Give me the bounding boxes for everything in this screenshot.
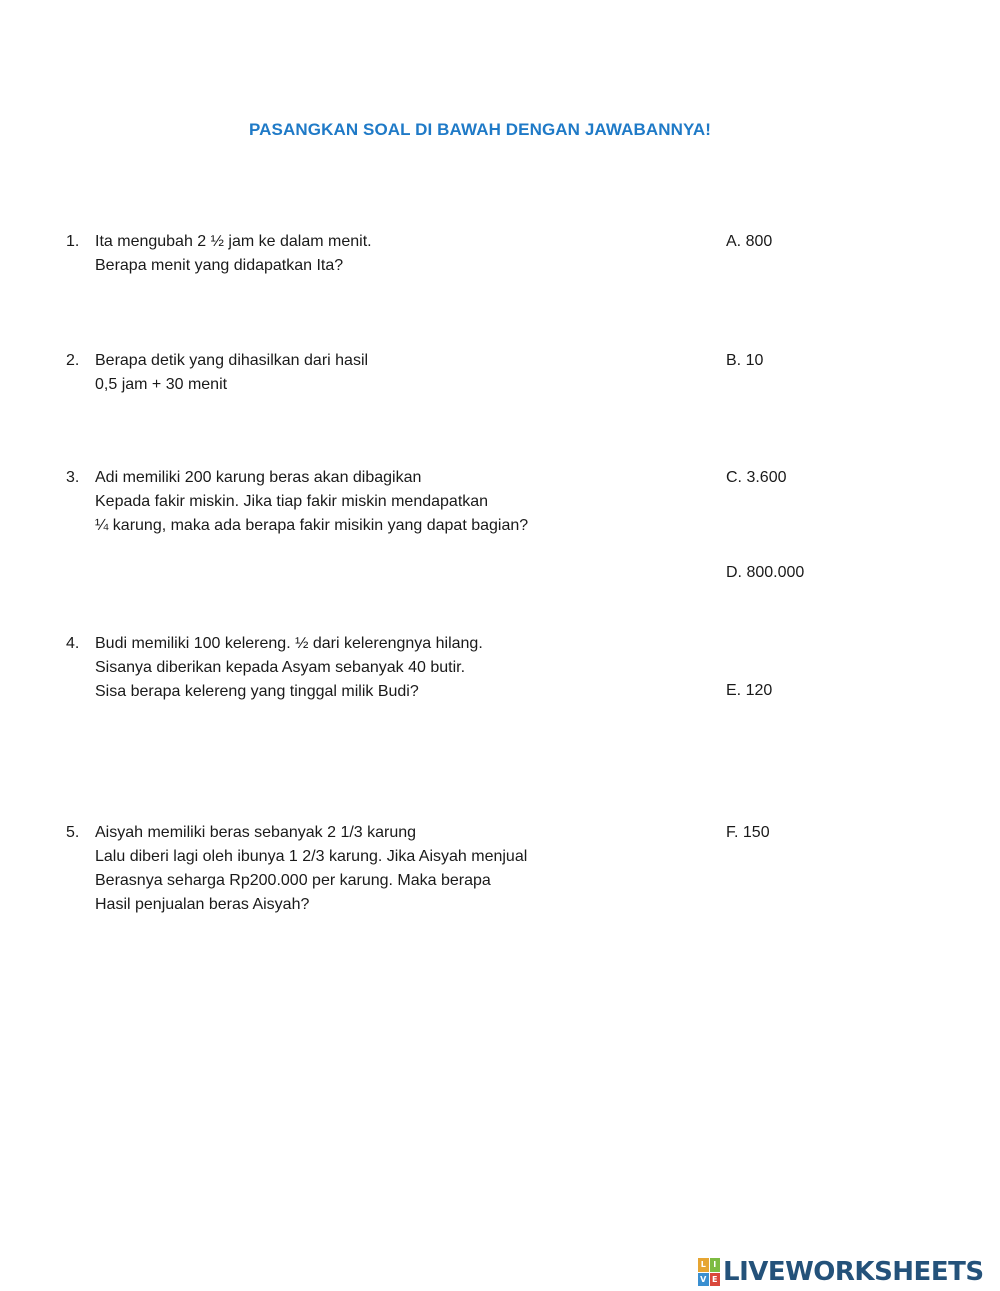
question-line: ¼ karung, maka ada berapa fakir misikin yang dapat bagian? [95, 517, 529, 534]
liveworksheets-logo [698, 1256, 984, 1288]
answer-option-b: B. 10 [726, 352, 764, 369]
question-line: Adi memiliki 200 karung beras akan dibagikan [95, 469, 422, 486]
answer-option-a: A. 800 [726, 233, 773, 250]
question-line: Sisa berapa kelereng yang tinggal milik Budi? [95, 683, 419, 700]
question-number: 1. [66, 233, 80, 250]
question-line: Budi memiliki 100 kelereng. ½ dari kelerengnya hilang. [95, 635, 483, 652]
answer-option-e: E. 120 [726, 682, 773, 699]
question-number: 4. [66, 635, 80, 652]
answer-option-f: F. 150 [726, 824, 770, 841]
logo-mark-icon [698, 1258, 720, 1286]
question-line: Aisyah memiliki beras sebanyak 2 1/3 karung [95, 824, 417, 841]
logo-mark-cell: L [698, 1258, 709, 1272]
question-line: 0,5 jam + 30 menit [95, 376, 228, 393]
question-line: Sisanya diberikan kepada Asyam sebanyak 40 butir. [95, 659, 466, 676]
question-line: Berasnya seharga Rp200.000 per karung. Maka berapa [95, 872, 491, 889]
logo-mark-cell: E [710, 1273, 721, 1287]
logo-text: LIVEWORKSHEETS [723, 1257, 984, 1287]
question-number: 3. [66, 469, 80, 486]
question-line: Berapa menit yang didapatkan Ita? [95, 257, 344, 274]
question-line: Kepada fakir miskin. Jika tiap fakir miskin mendapatkan [95, 493, 489, 510]
question-line: Berapa detik yang dihasilkan dari hasil [95, 352, 369, 369]
question-line: Ita mengubah 2 ½ jam ke dalam menit. [95, 233, 372, 250]
answer-option-d: D. 800.000 [726, 564, 805, 581]
logo-mark-cell: V [698, 1273, 709, 1287]
question-number: 5. [66, 824, 80, 841]
question-line: Lalu diberi lagi oleh ibunya 1 2/3 karung. Jika Aisyah menjual [95, 848, 528, 865]
question-line: Hasil penjualan beras Aisyah? [95, 896, 310, 913]
question-number: 2. [66, 352, 80, 369]
answer-option-c: C. 3.600 [726, 469, 787, 486]
page-title: PASANGKAN SOAL DI BAWAH DENGAN JAWABANNYA! [249, 120, 711, 139]
logo-mark-cell: I [710, 1258, 721, 1272]
